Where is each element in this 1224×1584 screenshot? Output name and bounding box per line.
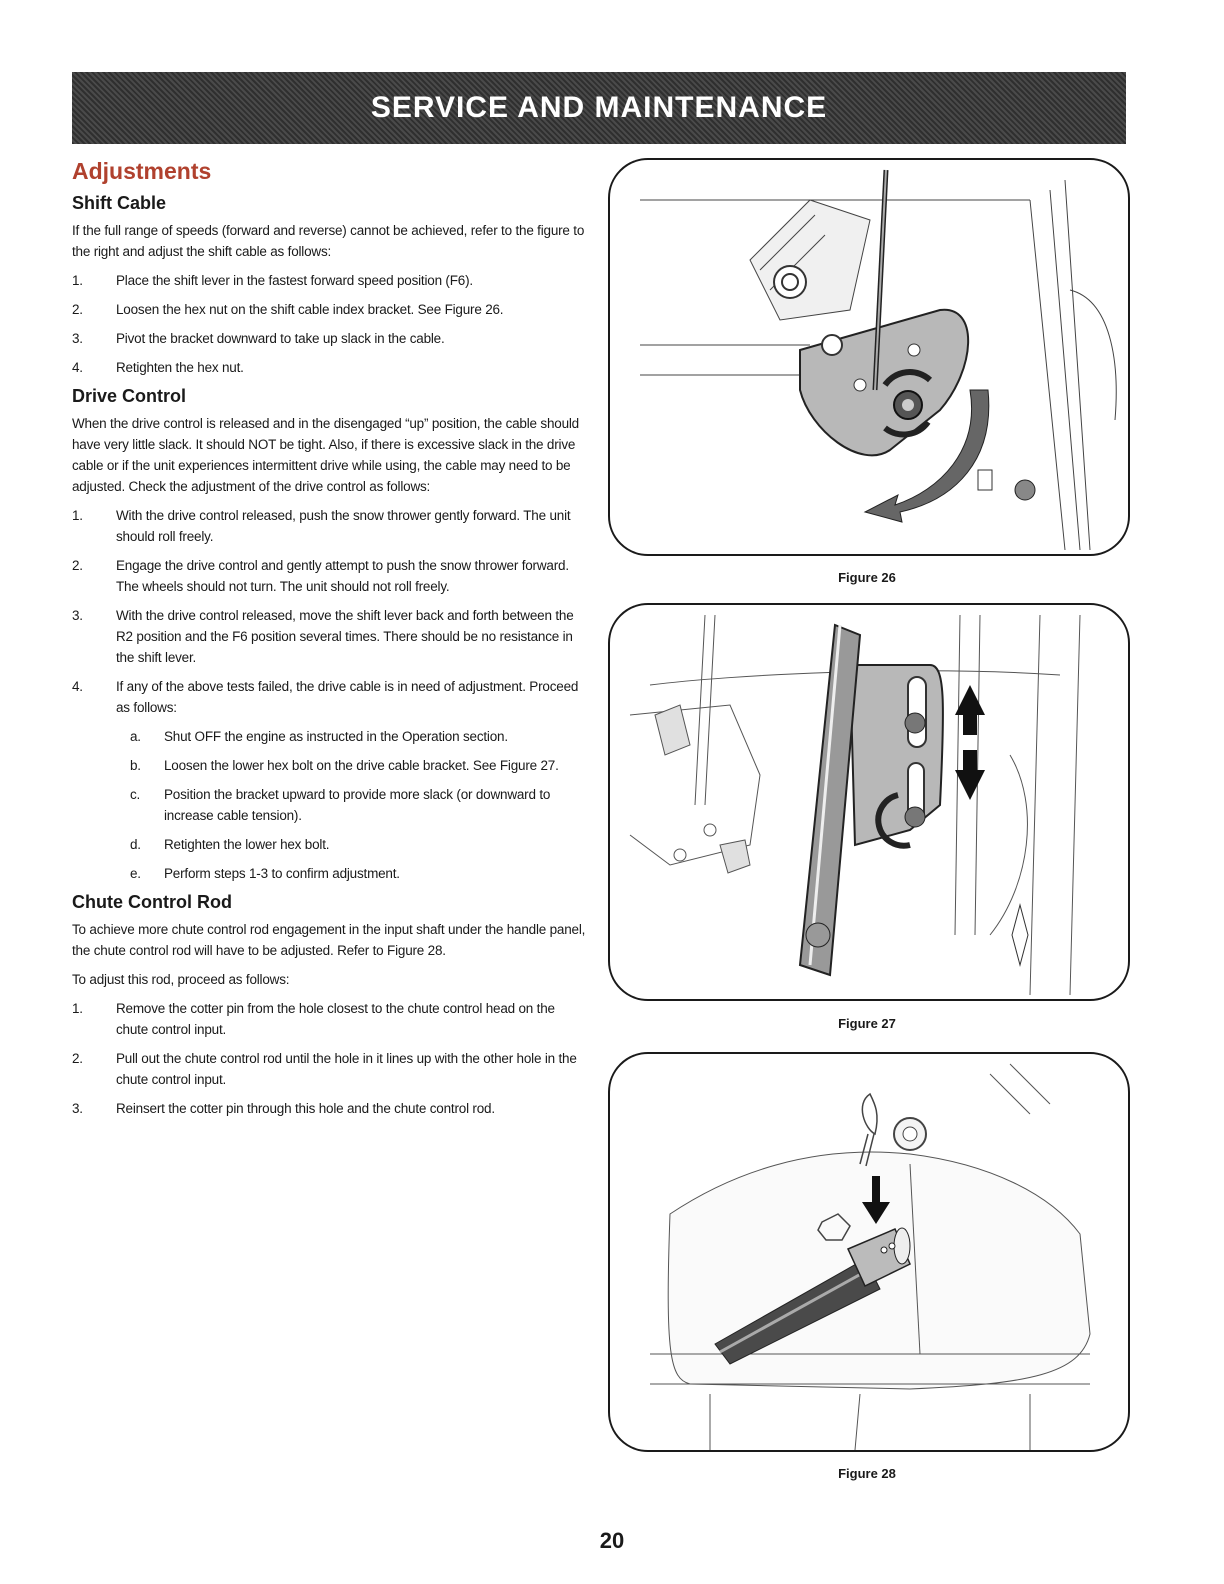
figure-28-illustration: [608, 1052, 1130, 1452]
step-text: If any of the above tests failed, the drive cable is in need of adjustment. Proceed as follows:: [116, 679, 579, 715]
chute-control-heading: Chute Control Rod: [72, 892, 232, 912]
step-number: 3.: [72, 331, 83, 346]
step-text: Retighten the lower hex bolt.: [164, 837, 330, 852]
list-item: [72, 270, 587, 291]
list-item: [72, 555, 587, 597]
step-number: 4.: [72, 360, 83, 375]
chute-control-intro: To achieve more chute control rod engagement in the input shaft under the handle panel, the chute control rod will have to be adjusted. Refer to Figure 28.: [72, 922, 586, 958]
step-text: Pivot the bracket downward to take up slack in the cable.: [116, 331, 445, 346]
shift-cable-heading: Shift Cable: [72, 193, 167, 213]
step-text: Pull out the chute control rod until the hole in it lines up with the other hole in the chute control input.: [116, 1051, 577, 1087]
list-item: [116, 755, 587, 776]
step-text: Loosen the hex nut on the shift cable index bracket. See Figure 26.: [116, 302, 504, 317]
step-number: 1.: [72, 273, 83, 288]
step-number: 1.: [72, 1001, 83, 1016]
list-item: [116, 863, 587, 884]
step-number: 3.: [72, 1101, 83, 1116]
step-number: 2.: [72, 1051, 83, 1066]
step-number: b.: [130, 758, 141, 773]
figure-28-caption: Figure 28: [838, 1466, 896, 1481]
list-item: [116, 834, 587, 855]
page-number: 20: [599, 1528, 625, 1553]
step-number: a.: [130, 729, 141, 744]
step-number: c.: [130, 787, 141, 802]
step-text: Remove the cotter pin from the hole closest to the chute control head on the chute control input.: [116, 1001, 555, 1037]
step-number: 2.: [72, 302, 83, 317]
step-text: With the drive control released, move the shift lever back and forth between the R2 position and the F6 position several times. There should be no resistance in the shift lever.: [116, 608, 574, 665]
step-text: Shut OFF the engine as instructed in the Operation section.: [164, 729, 508, 744]
step-number: 2.: [72, 558, 83, 573]
list-item: [116, 726, 587, 747]
list-item: [72, 1048, 587, 1090]
chute-control-steps: [72, 998, 587, 1119]
step-text: Perform steps 1-3 to confirm adjustment.: [164, 866, 400, 881]
step-text: Engage the drive control and gently attempt to push the snow thrower forward. The wheels should not turn. The unit should not roll freely.: [116, 558, 569, 594]
step-text: With the drive control released, push the snow thrower gently forward. The unit should roll freely.: [116, 508, 571, 544]
shift-cable-steps: [72, 270, 587, 378]
list-item: [72, 605, 587, 668]
list-item: [72, 357, 587, 378]
chute-control-intro-2: To adjust this rod, proceed as follows:: [72, 972, 290, 987]
step-number: 4.: [72, 679, 83, 694]
banner-title: SERVICE AND MAINTENANCE: [370, 91, 828, 124]
step-number: d.: [130, 837, 141, 852]
step-text: Position the bracket upward to provide more slack (or downward to increase cable tension).: [164, 787, 551, 823]
drive-cable-bracket-drawing: [610, 605, 1128, 999]
figure-27-caption: Figure 27: [838, 1016, 896, 1031]
chute-control-rod-drawing: [610, 1054, 1128, 1450]
list-item: [72, 998, 587, 1040]
list-item: [72, 299, 587, 320]
drive-control-steps: [72, 505, 587, 884]
step-text: Place the shift lever in the fastest forward speed position (F6).: [116, 273, 473, 288]
shift-cable-bracket-drawing: [610, 160, 1128, 554]
list-item: [72, 676, 587, 884]
shift-cable-intro: If the full range of speeds (forward and reverse) cannot be achieved, refer to the figure to the right and adjust the shift cable as follows:: [72, 223, 585, 259]
figure-26-caption: Figure 26: [838, 570, 896, 585]
step-text: Retighten the hex nut.: [116, 360, 244, 375]
figure-27-illustration: [608, 603, 1130, 1001]
step-number: e.: [130, 866, 141, 881]
list-item: [72, 505, 587, 547]
section-banner: [72, 72, 1126, 144]
list-item: [72, 328, 587, 349]
list-item: [72, 1098, 587, 1119]
section-title: Adjustments: [72, 158, 212, 184]
text-column: [72, 158, 587, 1127]
step-number: 1.: [72, 508, 83, 523]
figure-26-illustration: [608, 158, 1130, 556]
drive-control-intro: When the drive control is released and in the disengaged “up” position, the cable should have very little slack. It should NOT be tight. Also, if there is excessive slack in the drive cable or if the unit experiences intermittent drive while using, the cable may need to be adjusted. Check the adjustment of the drive control as follows:: [72, 416, 579, 494]
step-text: Reinsert the cotter pin through this hole and the chute control rod.: [116, 1101, 495, 1116]
step-number: 3.: [72, 608, 83, 623]
step-text: Loosen the lower hex bolt on the drive cable bracket. See Figure 27.: [164, 758, 559, 773]
drive-control-substeps: [116, 726, 587, 884]
list-item: [116, 784, 587, 826]
drive-control-heading: Drive Control: [72, 386, 187, 406]
